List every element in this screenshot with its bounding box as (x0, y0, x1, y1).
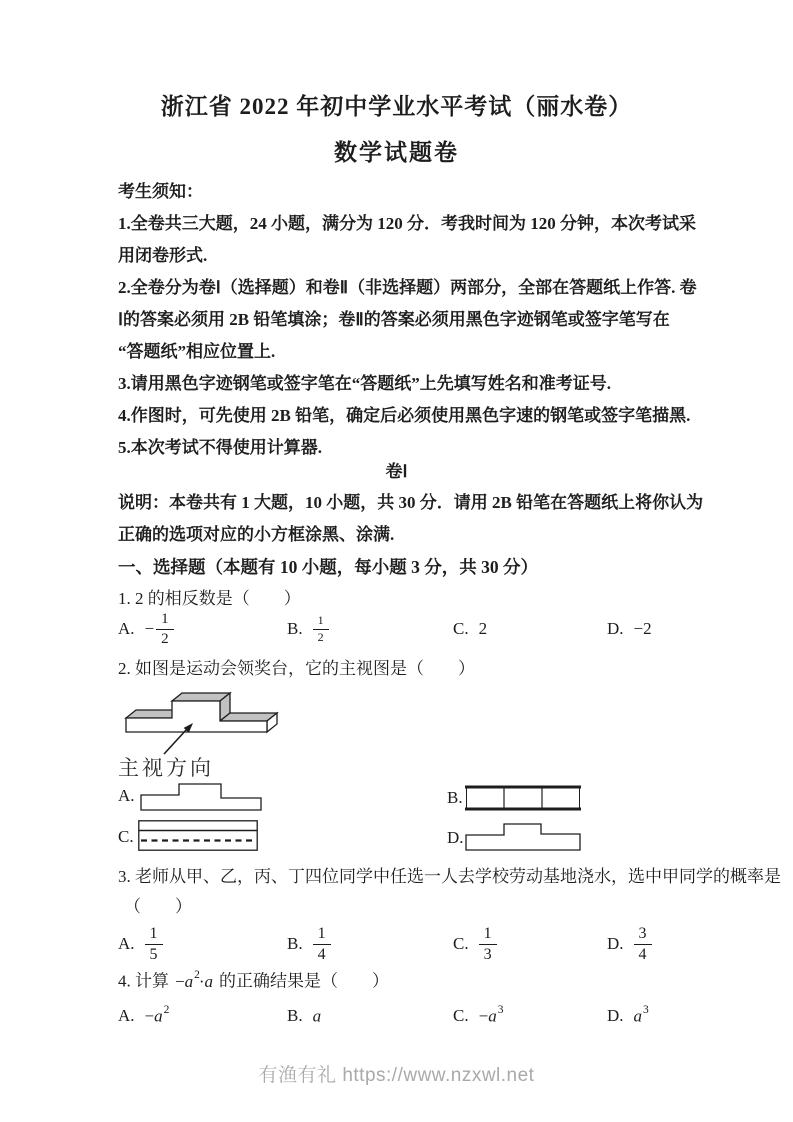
notice-list (118, 208, 697, 464)
fraction (156, 611, 174, 648)
minus-sign: − (144, 1006, 155, 1026)
q4-option-d (607, 996, 648, 1036)
q1-options (118, 605, 680, 653)
exponent: 2 (194, 969, 200, 981)
option-label: D. (607, 934, 624, 953)
math-expression (144, 1003, 170, 1027)
q2-options-row-2 (118, 818, 680, 852)
page-title: 浙江省 2022 年初中学业水平考试（丽水卷） (160, 94, 633, 119)
q4-options (118, 996, 680, 1036)
option-label: B. (287, 619, 303, 638)
option-label: B. (447, 788, 463, 807)
option-label: D. (607, 619, 624, 638)
option-value: −2 (633, 619, 652, 638)
q4-option-b (287, 996, 321, 1036)
footer-watermark: 有渔有礼 https://www.nzxwl.net (258, 1065, 535, 1086)
q3-stem-line1: 3. 老师从甲、乙，丙、丁四位同学中任选一人去学校劳动基地浇水，选中甲同学的概率是 (118, 867, 781, 886)
fraction (313, 614, 329, 644)
exponent: 2 (163, 1003, 170, 1016)
notice-heading: 考生须知： (118, 182, 203, 201)
option-label: D. (607, 1006, 624, 1025)
fraction (634, 925, 652, 964)
option-label: C. (453, 619, 469, 638)
option-label: C. (118, 827, 134, 846)
denominator: 5 (149, 945, 158, 963)
option-label: C. (453, 934, 469, 953)
q1-option-d (607, 605, 652, 653)
option-label: A. (118, 1006, 135, 1025)
variable: a (633, 1006, 643, 1026)
math-expression (478, 1003, 504, 1027)
notice-line: “答题纸”相应位置上. (118, 342, 276, 361)
exponent: 3 (643, 1003, 649, 1016)
section-note-line: 正确的选项对应的小方框涂黑、涂满. (118, 525, 395, 544)
option-label: D. (447, 828, 464, 847)
numerator: 1 (145, 925, 163, 945)
minus-sign: − (478, 1006, 489, 1026)
q2-options-row-1 (118, 782, 680, 814)
fraction (145, 925, 163, 964)
notice-line: 5.本次考试不得使用计算器. (118, 438, 322, 457)
notice-line: 1.全卷共三大题，24 小题，满分为 120 分．考我时间为 120 分钟，本次考试采 (118, 214, 696, 233)
variable: a (154, 1006, 163, 1026)
variable: a (184, 971, 194, 991)
option-label: B. (287, 1006, 303, 1025)
minus-sign: − (175, 971, 185, 991)
denominator: 4 (638, 945, 647, 963)
math-expression (313, 1006, 322, 1027)
option-label: C. (453, 1006, 469, 1025)
numerator: 3 (634, 925, 652, 945)
q2-option-c-shape (138, 820, 258, 851)
denominator: 2 (317, 629, 324, 644)
q2-option-b-shape (465, 785, 581, 811)
math-expression (633, 1003, 649, 1027)
option-label: A. (118, 934, 135, 953)
q2-option-d-shape (465, 823, 581, 851)
q4-stem-prefix: 4. 计算 (118, 971, 169, 991)
option-label: A. (118, 786, 135, 805)
section1-label: 卷Ⅰ (385, 462, 408, 481)
variable: a (488, 1006, 497, 1026)
notice-line: 用闭卷形式. (118, 246, 208, 265)
q1-option-c (453, 605, 487, 653)
notice-line: Ⅰ的答案必须用 2B 铅笔填涂；卷Ⅱ的答案必须用黑色字迹钢笔或签字笔写在 (118, 310, 670, 329)
q4-option-c (453, 996, 502, 1036)
q3-stem-line2: （ ） (124, 897, 192, 916)
denominator: 3 (483, 945, 492, 963)
denominator: 2 (161, 630, 169, 647)
section1-note (118, 487, 704, 551)
numerator: 1 (313, 614, 329, 629)
q2-option-a-shape (140, 783, 262, 811)
part1-heading: 一、选择题（本题有 10 小题，每小题 3 分，共 30 分） (118, 557, 538, 577)
q4-stem-suffix: 的正确结果是（ ） (219, 971, 390, 991)
q4-option-a (118, 996, 168, 1036)
q4-stem (118, 962, 680, 997)
q1-stem: 1. 2 的相反数是（ ） (118, 589, 301, 608)
q1-option-b (287, 605, 329, 653)
option-label: A. (118, 619, 135, 638)
numerator: 1 (156, 611, 174, 630)
notice-line: 4.作图时，可先使用 2B 铅笔，确定后必须使用黑色字速的钢笔或签字笔描黑. (118, 406, 691, 425)
variable: a (312, 1006, 322, 1026)
denominator: 4 (317, 945, 326, 963)
numerator: 1 (313, 925, 331, 945)
q2-stem: 2. 如图是运动会领奖台，它的主视图是（ ） (118, 659, 475, 678)
q1-option-a (118, 605, 174, 653)
podium-figure (118, 686, 293, 760)
variable: a (204, 971, 214, 991)
option-value: 2 (478, 619, 488, 638)
notice-line: 2.全卷分为卷Ⅰ（选择题）和卷Ⅱ（非选择题）两部分，全部在答题纸上作答. 卷 (118, 278, 697, 297)
dot-operator: · (198, 971, 205, 991)
podium-figure-caption: 主视方向 (118, 756, 214, 780)
option-label: B. (287, 934, 303, 953)
page-subtitle: 数学试题卷 (334, 140, 459, 165)
section-note-line: 说明：本卷共有 1 大题，10 小题，共 30 分．请用 2B 铅笔在答题纸上将你认为 (118, 493, 704, 512)
notice-line: 3.请用黑色字迹钢笔或签字笔在“答题纸”上先填写姓名和准考证号. (118, 374, 611, 393)
fraction (313, 925, 331, 964)
math-expression (175, 969, 214, 991)
numerator: 1 (479, 925, 497, 945)
minus-sign: − (144, 619, 155, 638)
fraction (479, 925, 497, 964)
exponent: 3 (497, 1003, 504, 1016)
